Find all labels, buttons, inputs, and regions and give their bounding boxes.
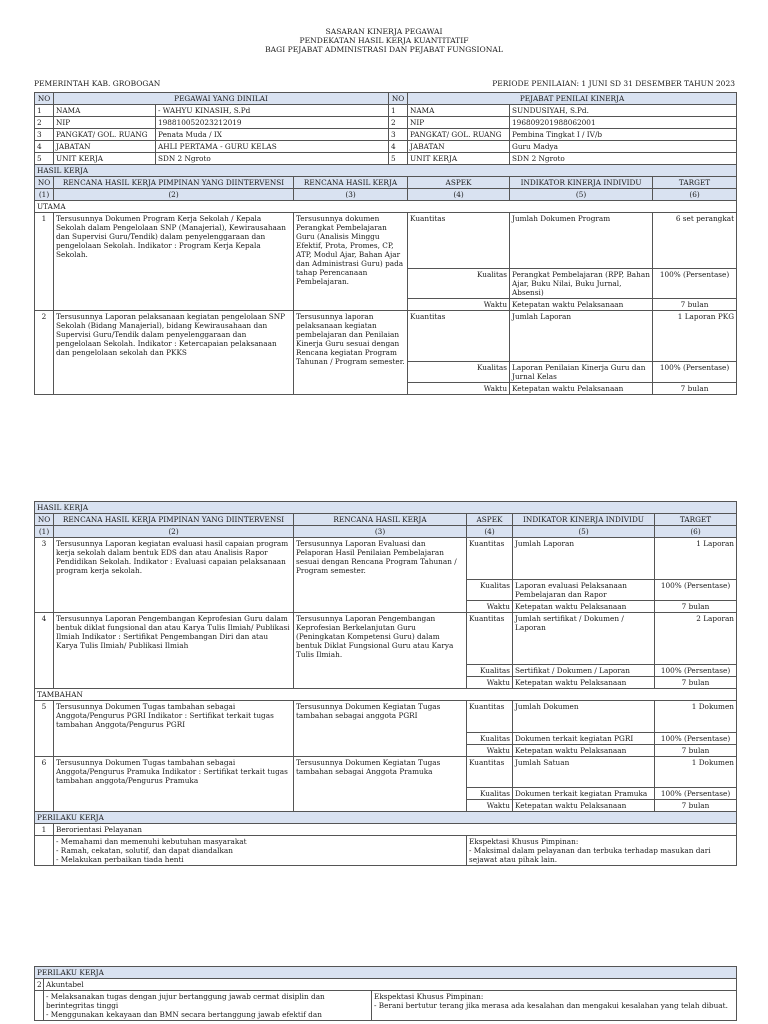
behavior-spacer [35,991,44,1021]
col-number: (3) [294,526,467,538]
item-indikator: Jumlah Dokumen Program [510,213,653,269]
item-indikator: Ketepatan waktu Pelaksanaan [513,745,655,757]
col-no-header: NO [35,177,54,189]
table-row [35,701,737,733]
item-target: 100% (Persentase) [653,362,737,383]
col-number: (5) [510,189,653,201]
item-indikator: Perangkat Pembelajaran (RPP, Bahan Ajar, Buku Nilai, Buku Jurnal, Absensi) [510,269,653,299]
item-target: 7 bulan [653,383,737,395]
behavior-no: 1 [35,824,54,836]
item-aspek: Waktu [467,601,513,613]
behavior-title-row [35,824,737,836]
item-target: 7 bulan [655,800,737,812]
col-target-header: TARGET [653,177,737,189]
item-target: 1 Dokumen [655,757,737,788]
behavior-point: - Menggunakan kekayaan dan BMN secara bertanggung jawab efektif dan [46,1010,322,1019]
col-number: (6) [655,526,737,538]
assessor-value: Guru Madya [510,141,737,153]
item-indikator: Sertifikat / Dokumen / Laporan [513,665,655,677]
item-rhk-pimpinan: Tersusunnya Laporan pelaksanaan kegiatan pengelolaan SNP Sekolah (Bidang Manajerial), bidang Kewirausahaan dan Supervisi Guru/Tendik dalam penyelenggaraan dan pengelolaan Sekolah. Indikator : Ketercapaian pelaksanaan dan pengelolaan sekolah dan PKKS [54,311,294,395]
behavior-title: Berorientasi Pelayanan [54,824,737,836]
item-aspek: Kuantitas [467,613,513,665]
table-row [35,538,737,580]
item-rhk-pimpinan: Tersusunnya Dokumen Program Kerja Sekolah / Kepala Sekolah dalam Pengelolaan SNP (Manajerial), Kewirausahaan dan Supervisi Guru/Tendik) dalam penyelenggaraan dan pengelolaan Sekolah. Indikator : Program Kerja Kepala Sekolah. [54,213,294,311]
col-rhk-pimpinan-header: RENCANA HASIL KERJA PIMPINAN YANG DIINTERVENSI [54,177,294,189]
expectation-text: - Berani bertutur terang jika merasa ada kesalahan dan mengakui kesalahan yang telah dibuat. [374,1001,728,1010]
item-aspek: Waktu [408,299,510,311]
leader-expectation [372,991,737,1021]
employee-value: SDN 2 Ngroto [156,153,389,165]
employee-value: - WAHYU KINASIH, S.Pd [156,105,389,117]
item-indikator: Jumlah sertifikat / Dokumen / Laporan [513,613,655,665]
col-rhk-pimpinan-header: RENCANA HASIL KERJA PIMPINAN YANG DIINTERVENSI [54,514,294,526]
col-number: (2) [54,526,294,538]
col-number: (1) [35,526,54,538]
item-target: 2 Laporan [655,613,737,665]
employee-value: 198810052023212019 [156,117,389,129]
identity-label: PANGKAT/ GOL. RUANG [54,129,156,141]
expectation-label: Ekspektasi Khusus Pimpinan: [374,992,484,1001]
skp-table-page-2 [34,501,737,866]
item-aspek: Kualitas [408,269,510,299]
item-indikator: Dokumen terkait kegiatan PGRI [513,733,655,745]
col-indikator-header: INDIKATOR KINERJA INDIVIDU [513,514,655,526]
behavior-spacer [35,836,54,866]
assessor-value: SUNDUSIYAH, S.Pd. [510,105,737,117]
col-rhk-header: RENCANA HASIL KERJA [294,514,467,526]
item-indikator: Jumlah Laporan [513,538,655,580]
assessor-value: Pembina Tingkat I / IV/b [510,129,737,141]
item-no: 2 [35,311,54,395]
item-rhk-pimpinan: Tersusunnya Laporan kegiatan evaluasi hasil capaian program kerja sekolah dalam bentuk EDS dan atau Analisis Rapor Pendidikan Sekolah. Indikator : Evaluasi capaian pelaksanaan program kerja sekolah. [54,538,294,613]
item-target: 1 Laporan PKG [653,311,737,362]
behavior-point: - Ramah, cekatan, solutif, dan dapat diandalkan [56,846,233,855]
identity-label: JABATAN [408,141,510,153]
identity-no: 3 [389,129,408,141]
identity-row [35,141,737,153]
hasil-kerja-section: HASIL KERJA [35,502,737,514]
item-no: 5 [35,701,54,757]
skp-table-page-3 [34,966,737,1021]
assessor-value: SDN 2 Ngroto [510,153,737,165]
item-aspek: Waktu [467,800,513,812]
period-label: PERIODE PENILAIAN: 1 JUNI SD 31 DESEMBER TAHUN 2023 [492,79,735,88]
col-number: (3) [294,189,408,201]
col-indikator-header: INDIKATOR KINERJA INDIVIDU [510,177,653,189]
col-number: (2) [54,189,294,201]
perilaku-kerja-section: PERILAKU KERJA [35,967,737,979]
table-row [35,311,737,362]
expectation-label: Ekspektasi Khusus Pimpinan: [469,837,579,846]
expectation-text: - Maksimal dalam pelayanan dan terbuka terhadap masukan dari sejawat atau pihak lain. [469,846,711,864]
identity-no: 4 [35,141,54,153]
item-rhk-pimpinan: Tersusunnya Dokumen Tugas tambahan sebagai Anggota/Pengurus Pramuka Indikator : Sertifikat terkait tugas tambahan anggota/Pengurus Pramuka [54,757,294,812]
behavior-detail-row [35,991,737,1021]
item-aspek: Kualitas [408,362,510,383]
identity-no: 3 [35,129,54,141]
identity-no: 2 [35,117,54,129]
item-aspek: Kuantitas [408,311,510,362]
skp-table-page-1 [34,92,737,395]
item-indikator: Laporan Penilaian Kinerja Guru dan Jurnal Kelas [510,362,653,383]
item-aspek: Kuantitas [467,757,513,788]
behavior-point: - Melaksanakan tugas dengan jujur bertanggung jawab cermat disiplin dan berintegritas tinggi [46,992,325,1010]
item-target: 7 bulan [653,299,737,311]
item-rhk: Tersusunnya Laporan Pengembangan Keprofesian Berkelanjutan Guru (Peningkatan Kompetensi Guru) dalam bentuk Diklat Fungsional Guru atau Karya Tulis Ilmiah. [294,613,467,689]
item-rhk: Tersusunnya Dokumen Kegiatan Tugas tambahan sebagai anggota PGRI [294,701,467,757]
item-aspek: Waktu [467,745,513,757]
header-line-1: SASARAN KINERJA PEGAWAI [325,27,443,36]
header-line-2: PENDEKATAN HASIL KERJA KUANTITATIF [299,36,469,45]
item-indikator: Jumlah Satuan [513,757,655,788]
behavior-points [44,991,372,1021]
behavior-points [54,836,467,866]
item-aspek: Kualitas [467,733,513,745]
utama-section: UTAMA [35,201,737,213]
tambahan-section: TAMBAHAN [35,689,737,701]
col-rhk-header: RENCANA HASIL KERJA [294,177,408,189]
identity-label: NAMA [408,105,510,117]
identity-no: 1 [35,105,54,117]
item-rhk: Tersusunnya laporan pelaksanaan kegiatan pembelajaran dan Penilaian Kinerja Guru sesuai dengan Rencana kegiatan Program Tahunan / Program semester. [294,311,408,395]
behavior-point: - Memahami dan memenuhi kebutuhan masyarakat [56,837,247,846]
item-target: 7 bulan [655,677,737,689]
employee-value: Penata Muda / IX [156,129,389,141]
item-target: 1 Laporan [655,538,737,580]
item-indikator: Ketepatan waktu Pelaksanaan [513,677,655,689]
evaluated-employee-header: PEGAWAI YANG DINILAI [54,93,389,105]
identity-row [35,153,737,165]
identity-row [35,129,737,141]
identity-label: JABATAN [54,141,156,153]
item-target: 6 set perangkat [653,213,737,269]
item-indikator: Ketepatan waktu Pelaksanaan [513,800,655,812]
behavior-title-row [35,979,737,991]
behavior-title: Akuntabel [44,979,737,991]
identity-no: 2 [389,117,408,129]
item-rhk: Tersusunnya Dokumen Kegiatan Tugas tambahan sebagai Anggota Pramuka [294,757,467,812]
hasil-kerja-section: HASIL KERJA [35,165,737,177]
leader-expectation [467,836,737,866]
item-aspek: Kualitas [467,665,513,677]
institution-label: PEMERINTAH KAB. GROBOGAN [34,79,161,88]
item-no: 4 [35,613,54,689]
behavior-detail-row [35,836,737,866]
employee-value: AHLI PERTAMA - GURU KELAS [156,141,389,153]
item-target: 100% (Persentase) [655,665,737,677]
item-target: 7 bulan [655,601,737,613]
identity-row [35,117,737,129]
item-indikator: Dokumen terkait kegiatan Pramuka [513,788,655,800]
header-line-3: BAGI PEJABAT ADMINISTRASI DAN PEJABAT FUNGSIONAL [265,45,503,54]
item-indikator: Ketepatan waktu Pelaksanaan [510,299,653,311]
table-row [35,613,737,665]
item-indikator: Laporan evaluasi Pelaksanaan Pembelajaran dan Rapor [513,580,655,601]
identity-no: 5 [35,153,54,165]
col-number: (4) [408,189,510,201]
item-aspek: Kuantitas [467,701,513,733]
assessor-value: 196809201988062001 [510,117,737,129]
table-row [35,213,737,269]
item-target: 100% (Persentase) [655,788,737,800]
item-aspek: Kuantitas [467,538,513,580]
item-no: 3 [35,538,54,613]
item-no: 1 [35,213,54,311]
identity-no-header: NO [389,93,408,105]
col-number: (6) [653,189,737,201]
item-target: 100% (Persentase) [655,733,737,745]
col-number: (5) [513,526,655,538]
table-row [35,757,737,788]
item-no: 6 [35,757,54,812]
behavior-point: - Melakukan perbaikan tiada henti [56,855,184,864]
item-rhk: Tersusunnya dokumen Perangkat Pembelajaran Guru (Analisis Minggu Efektif, Prota, Promes, CP, ATP, Modul Ajar, Bahan Ajar dan Administrasi Guru) pada tahap Perencanaan Pembelajaran. [294,213,408,311]
item-target: 1 Dokumen [655,701,737,733]
assessor-header: PEJABAT PENILAI KINERJA [408,93,737,105]
item-rhk-pimpinan: Tersusunnya Dokumen Tugas tambahan sebagai Anggota/Pengurus PGRI Indikator : Sertifikat terkait tugas tambahan Anggota/Pengurus PGRI [54,701,294,757]
col-number: (4) [467,526,513,538]
item-aspek: Waktu [408,383,510,395]
identity-label: UNIT KERJA [408,153,510,165]
identity-row [35,105,737,117]
item-aspek: Kualitas [467,580,513,601]
document-header [0,27,768,54]
col-aspek-header: ASPEK [408,177,510,189]
item-aspek: Kualitas [467,788,513,800]
item-rhk: Tersusunnya Laporan Evaluasi dan Pelaporan Hasil Penilaian Pembelajaran sesuai dengan Rencana Program Tahunan / Program semester. [294,538,467,613]
item-indikator: Ketepatan waktu Pelaksanaan [513,601,655,613]
item-target: 7 bulan [655,745,737,757]
item-indikator: Jumlah Dokumen [513,701,655,733]
col-target-header: TARGET [655,514,737,526]
perilaku-kerja-section: PERILAKU KERJA [35,812,737,824]
identity-no: 5 [389,153,408,165]
item-target: 100% (Persentase) [653,269,737,299]
item-target: 100% (Persentase) [655,580,737,601]
item-rhk-pimpinan: Tersusunnya Laporan Pengembangan Keprofesian Guru dalam bentuk diklat fungsional dan atau Karya Tulis Ilmiah/ Publikasi Ilmiah Indikator : Sertifikat Pengembangan Diri dan atau Karya Tulis Ilmiah/ Publikasi Ilmiah [54,613,294,689]
identity-label: PANGKAT/ GOL. RUANG [408,129,510,141]
identity-no-header: NO [35,93,54,105]
item-aspek: Waktu [467,677,513,689]
identity-label: NIP [54,117,156,129]
col-aspek-header: ASPEK [467,514,513,526]
col-no-header: NO [35,514,54,526]
col-number: (1) [35,189,54,201]
identity-label: NIP [408,117,510,129]
item-indikator: Jumlah Laporan [510,311,653,362]
identity-no: 4 [389,141,408,153]
behavior-no: 2 [35,979,44,991]
identity-no: 1 [389,105,408,117]
identity-label: NAMA [54,105,156,117]
item-indikator: Ketepatan waktu Pelaksanaan [510,383,653,395]
item-aspek: Kuantitas [408,213,510,269]
identity-label: UNIT KERJA [54,153,156,165]
